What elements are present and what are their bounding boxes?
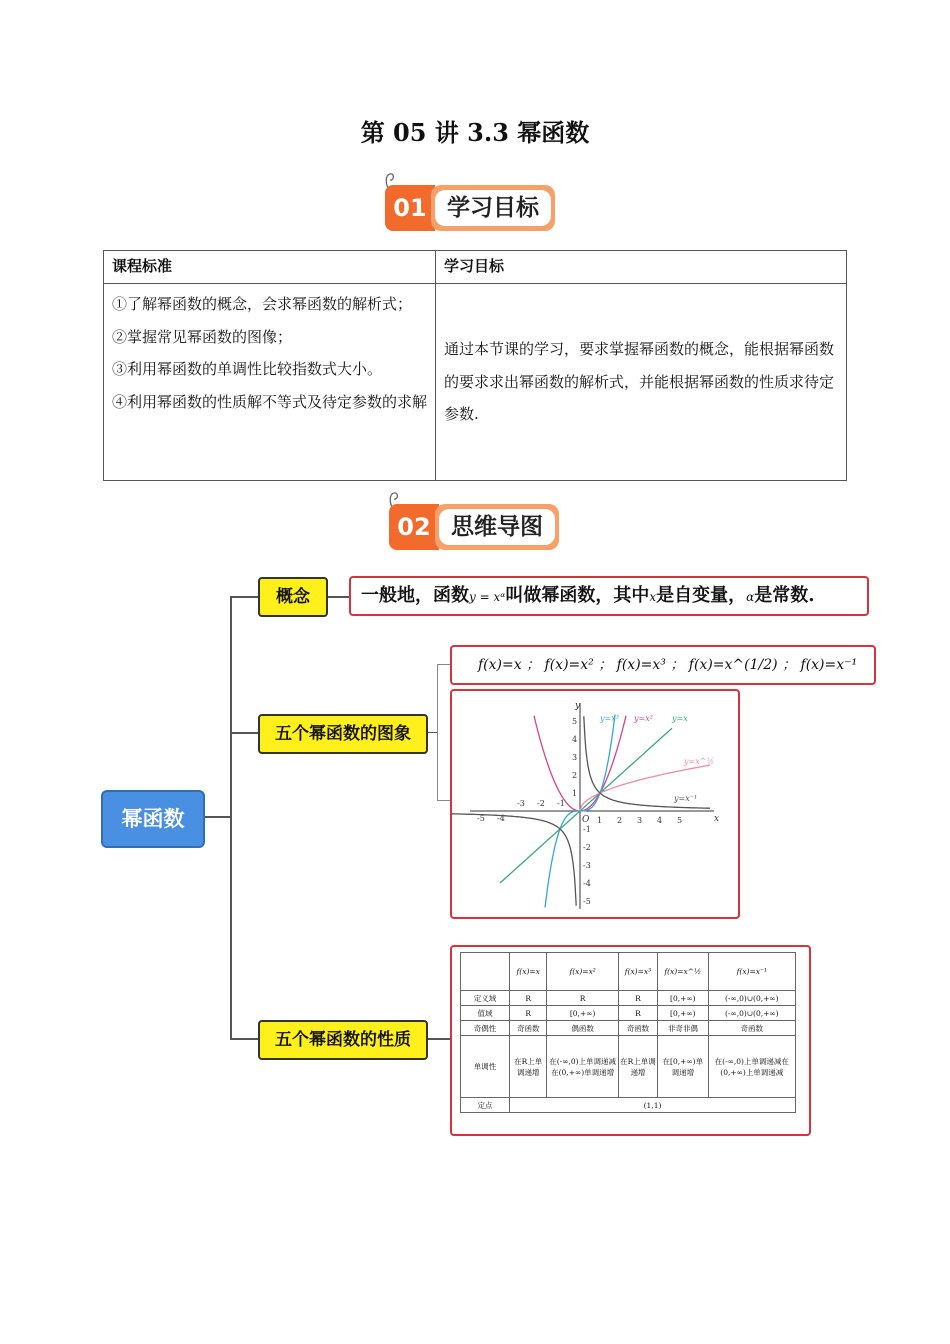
formula: y = xᵅ <box>469 590 506 604</box>
power-function-graph <box>452 691 738 917</box>
standard-list <box>104 284 436 481</box>
x-tick-label: -1 <box>557 799 565 808</box>
section-number: 02 <box>389 504 439 550</box>
section-label: 学习目标 <box>435 190 551 226</box>
properties-table <box>460 952 796 1113</box>
mindmap-root: 幂函数 <box>101 790 205 848</box>
section-badge-objectives <box>385 185 565 231</box>
cell: R <box>510 991 547 1006</box>
curve-label: y=x^½ <box>684 757 715 767</box>
node-concept: 概念 <box>258 577 328 617</box>
section-badge-mindmap <box>389 504 569 550</box>
concept-definition: 一般地，函数y = xᵅ叫做幂函数，其中x是自变量，α是常数. <box>349 576 869 616</box>
y-tick-label: -4 <box>583 879 591 888</box>
y-tick-label: 4 <box>572 735 578 744</box>
header-cell: f(x)=x <box>510 953 547 991</box>
standard-item: ③利用幂函数的单调性比较指数式大小。 <box>112 360 383 378</box>
y-tick-label: 1 <box>572 789 578 798</box>
cell: (1,1) <box>510 1098 796 1113</box>
x-tick-label: -4 <box>497 814 505 823</box>
curve-label: y=x⁻¹ <box>674 794 698 804</box>
cell: 偶函数 <box>547 1021 618 1036</box>
cell: [0,+∞) <box>658 991 709 1006</box>
cell: (-∞,0)∪(0,+∞) <box>708 1006 795 1021</box>
y-tick-label: -2 <box>583 843 591 852</box>
section-number: 01 <box>385 185 435 231</box>
cell: R <box>618 991 657 1006</box>
x-tick-label: -5 <box>477 814 485 823</box>
y-tick-label: 2 <box>572 771 578 780</box>
standard-item: ②掌握常见幂函数的图像； <box>112 327 293 346</box>
cell: 非奇非偶 <box>658 1021 709 1036</box>
y-tick-label: -5 <box>583 897 591 906</box>
header-goal: 学习目标 <box>436 251 847 284</box>
y-tick-label: 5 <box>572 717 578 726</box>
row-label: 值域 <box>461 1006 510 1021</box>
node-properties: 五个幂函数的性质 <box>258 1020 428 1060</box>
x-tick-label: 2 <box>617 816 623 825</box>
cell: [0,+∞) <box>658 1006 709 1021</box>
cell: R <box>547 991 618 1006</box>
curve-label: y=x <box>672 714 688 723</box>
standard-item: ④利用幂函数的性质解不等式及待定参数的求解 <box>112 392 428 411</box>
row-label: 定义域 <box>461 991 510 1006</box>
x-tick-label: 4 <box>657 816 663 825</box>
header-cell: f(x)=x^½ <box>658 953 709 991</box>
cell: R <box>510 1006 547 1021</box>
standard-item: ①了解幂函数的概念，会求幂函数的解析式； <box>112 295 413 313</box>
x-tick-label: -3 <box>517 799 525 808</box>
y-tick-label: -3 <box>583 861 591 870</box>
cell: 在R上单调递增 <box>618 1036 657 1098</box>
x-tick-label: 1 <box>597 816 603 825</box>
y-tick-label: -1 <box>583 825 591 834</box>
node-graphs: 五个幂函数的图象 <box>258 714 428 754</box>
cell: 在(-∞,0)上单调递减在(0,+∞)单调递增 <box>547 1036 618 1098</box>
header-cell: f(x)=x³ <box>618 953 657 991</box>
cell: [0,+∞) <box>547 1006 618 1021</box>
origin-label: O <box>582 815 590 825</box>
goal-text: 通过本节课的学习，要求掌握幂函数的概念，能根据幂函数的要求求出幂函数的解析式，并能根据幂函数的性质求待定参数. <box>436 284 847 481</box>
x-axis-label: x <box>714 814 720 824</box>
cell: 奇函数 <box>618 1021 657 1036</box>
curve-label: y=x³ <box>600 714 619 723</box>
function-list: f(x)=x ； f(x)=x² ； f(x)=x³ ； f(x)=x^(1/2) ； f(x)=x⁻¹ <box>450 645 876 685</box>
x-tick-label: -2 <box>537 799 545 808</box>
x-tick-label: 3 <box>637 816 643 825</box>
section-label: 思维导图 <box>439 509 555 545</box>
cell: (-∞,0)∪(0,+∞) <box>708 991 795 1006</box>
curve-y-inv-neg <box>452 814 576 906</box>
row-label: 单调性 <box>461 1036 510 1098</box>
cell: 在(-∞,0)上单调递减在(0,+∞)上单调递减 <box>708 1036 795 1098</box>
x-tick-label: 5 <box>677 816 683 825</box>
cell: 奇函数 <box>510 1021 547 1036</box>
y-tick-label: 3 <box>572 753 578 762</box>
header-cell <box>461 953 510 991</box>
curve-y-sqrt <box>580 765 710 811</box>
header-standard: 课程标准 <box>104 251 436 284</box>
y-axis-label: y <box>575 701 581 711</box>
header-cell: f(x)=x² <box>547 953 618 991</box>
cell: 奇函数 <box>708 1021 795 1036</box>
curve-label: y=x² <box>634 714 653 723</box>
row-label: 奇偶性 <box>461 1021 510 1036</box>
objectives-table <box>103 250 847 481</box>
row-label: 定点 <box>461 1098 510 1113</box>
cell: R <box>618 1006 657 1021</box>
header-cell: f(x)=x⁻¹ <box>708 953 795 991</box>
graph-box <box>450 689 740 919</box>
page-title: 第 05 讲 3.3 幂函数 <box>360 118 590 147</box>
cell: 在[0,+∞)单调递增 <box>658 1036 709 1098</box>
cell: 在R上单调递增 <box>510 1036 547 1098</box>
